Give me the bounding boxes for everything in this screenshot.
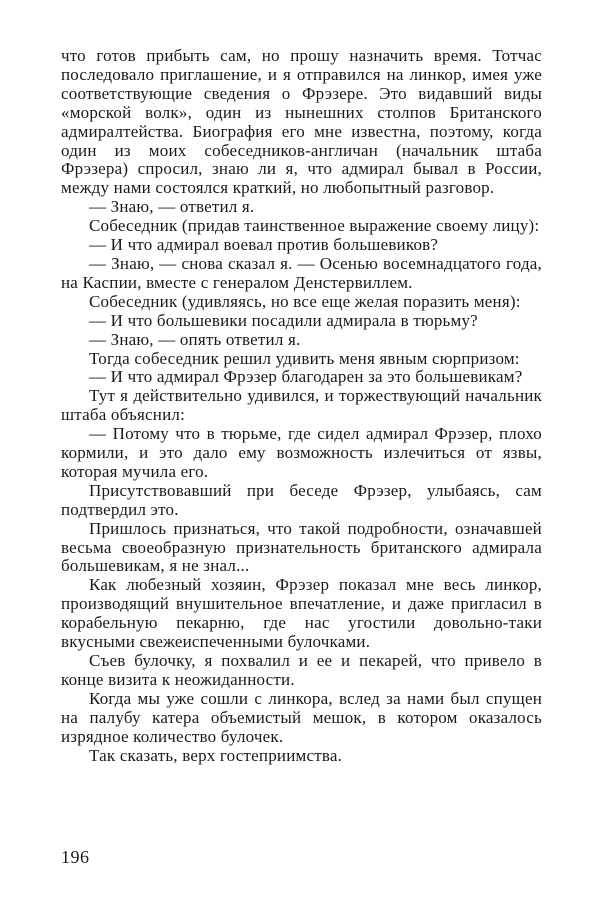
paragraph: что готов прибыть сам, но прошу назначить время. Тотчас последовало приглашение, и я отправился на линкор, имея уже соответствующие сведения о Фрэзере. Это видавший виды «морской волк», один из нынешних столпов Британского адмиралтейства. Биография его мне известна, поэтому, когда один из моих собеседников-англичан (начальник штаба Фрэзера) спросил, знаю ли я, что адмирал бывал в России, между нами состоялся краткий, но любопытный разговор.	[61, 46, 542, 198]
paragraph: Когда мы уже сошли с линкора, вслед за нами был спущен на палубу катера объемистый мешок, в котором оказалось изрядное количество булочек.	[61, 688, 542, 746]
paragraph: — Знаю, — опять ответил я.	[89, 329, 301, 349]
paragraph: — Знаю, — ответил я.	[89, 197, 255, 217]
paragraph: — И что адмирал Фрэзер благодарен за это большевикам?	[89, 367, 523, 387]
paragraph: Присутствовавший при беседе Фрэзер, улыбаясь, сам подтвердил это.	[61, 480, 542, 519]
paragraph: — И что адмирал воевал против большевиков?	[89, 235, 439, 255]
paragraph: Как любезный хозяин, Фрэзер показал мне весь линкор, производящий внушительное впечатление, и даже пригласил в корабельную пекарню, где нас угостили довольно-таки вкусными свежеиспеченными булочками.	[61, 575, 542, 652]
paragraph: Тогда собеседник решил удивить меня явным сюрпризом:	[89, 348, 520, 368]
paragraph: Собеседник (придав таинственное выражение своему лицу):	[89, 216, 540, 236]
paragraph: — И что большевики посадили адмирала в тюрьму?	[89, 310, 478, 330]
paragraph: Съев булочку, я похвалил и ее и пекарей, что привело в конце визита к неожиданности.	[61, 651, 542, 689]
paragraph: Тут я действительно удивился, и торжествующий начальник штаба объяснил:	[61, 386, 542, 425]
paragraph: Собеседник (удивляясь, но все еще желая поразить меня):	[89, 291, 521, 311]
body-text	[61, 47, 542, 765]
paragraph: Так сказать, верх гостеприимства.	[89, 745, 343, 765]
paragraph: Пришлось признаться, что такой подробности, означавшей весьма своеобразную признательность британского адмирала большевикам, я не знал...	[61, 518, 542, 576]
paragraph: — Потому что в тюрьме, где сидел адмирал Фрэзер, плохо кормили, и это дало ему возможность излечиться от язвы, которая мучила его.	[61, 424, 542, 481]
paragraph: — Знаю, — снова сказал я. — Осенью восемнадцатого года, на Каспии, вместе с генералом Денстервиллем.	[61, 253, 542, 292]
page-number: 196	[61, 847, 90, 867]
